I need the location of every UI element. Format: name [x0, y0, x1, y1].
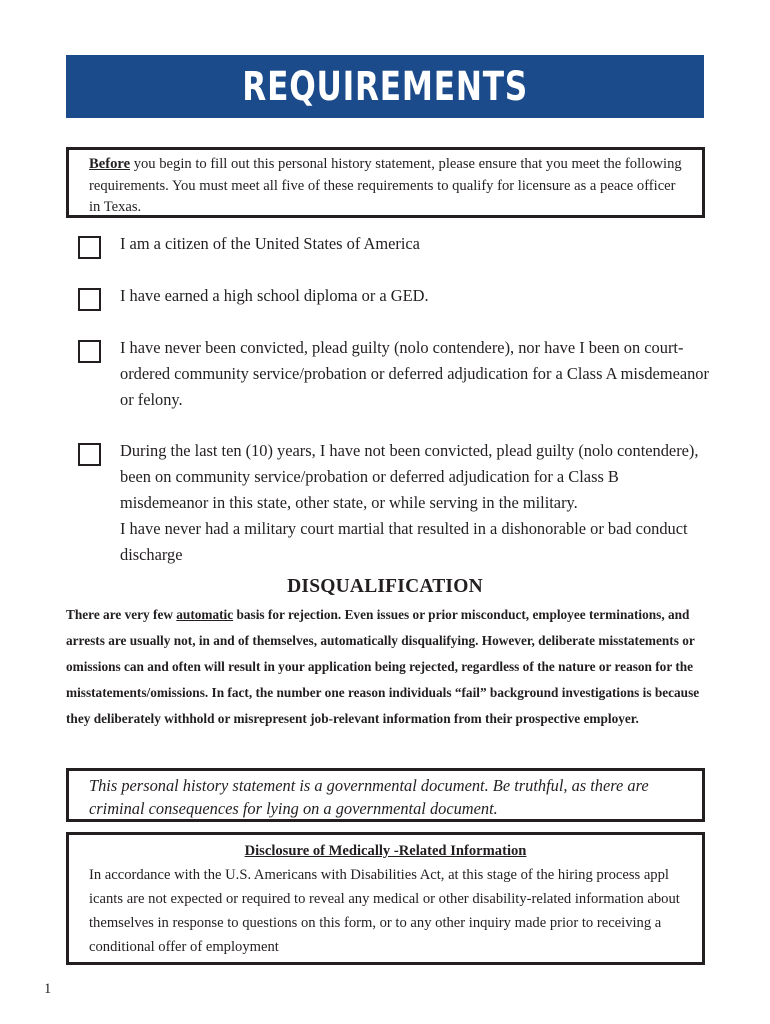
notice-text: This personal history statement is a governmental document. Be truthful, as there are criminal consequences for lying on a governmental document. [89, 776, 649, 818]
disclosure-heading: Disclosure of Medically -Related Information [244, 843, 527, 859]
requirement-text: I am a citizen of the United States of America [120, 234, 420, 253]
requirement-text: During the last ten (10) years, I have not been convicted, plead guilty (nolo contendere), been on community service/probation or deferred adjudication for a Class B misdemeanor in this state, other state, or while serving in the military. [120, 441, 699, 512]
disqualification-body [66, 602, 726, 732]
disqualification-title: DISQUALIFICATION [287, 576, 483, 597]
intro-before: Before [89, 156, 131, 172]
disqualification-text: There are very few [66, 607, 177, 622]
page-number: 1 [44, 981, 52, 997]
education-checkbox[interactable] [78, 288, 101, 311]
requirements-banner [66, 55, 704, 118]
citizen-checkbox[interactable] [78, 236, 101, 259]
class-a-checkbox[interactable] [78, 340, 101, 363]
disclosure-body: In accordance with the U.S. Americans with Disabilities Act, at this stage of the hiring process appl icants are not expected or required to reveal any medical or other disability-related information about themselves in response to questions on this form, or to any other inquiry made prior to receiving a conditional offer of employment [89, 867, 680, 955]
disclosure-box [66, 832, 705, 965]
disqualification-text: basis for rejection. Even issues or prior misconduct, employee terminations, and arrests are usually not, in and of themselves, automatically disqualifying. However, deliberate misstatements or omissions can and often will result in your application being rejected, regardless of the nature or reason for the misstatements/omissions. In fact, the number one reason individuals “fail” background investigations is because they deliberately withhold or misrepresent job-relevant information from their prospective employer. [66, 607, 700, 726]
intro-text: you begin to fill out this personal history statement, please ensure that you meet the following requirements. You must meet all five of these requirements to qualify for licensure as a peace officer in Texas. [89, 156, 682, 215]
notice-box [66, 768, 705, 822]
requirement-text: I have earned a high school diploma or a GED. [120, 286, 429, 305]
class-b-checkbox[interactable] [78, 443, 101, 466]
intro-box [66, 147, 705, 218]
page-title: REQUIREMENTS [242, 63, 528, 110]
requirement-text: I have never had a military court martial that resulted in a dishonorable or bad conduct discharge [120, 519, 688, 564]
requirement-text: I have never been convicted, plead guilty (nolo contendere), nor have I been on court-ordered community service/probation or deferred adjudication for a Class A misdemeanor or felony. [120, 338, 709, 409]
disqualification-emphasis: automatic [176, 607, 234, 622]
